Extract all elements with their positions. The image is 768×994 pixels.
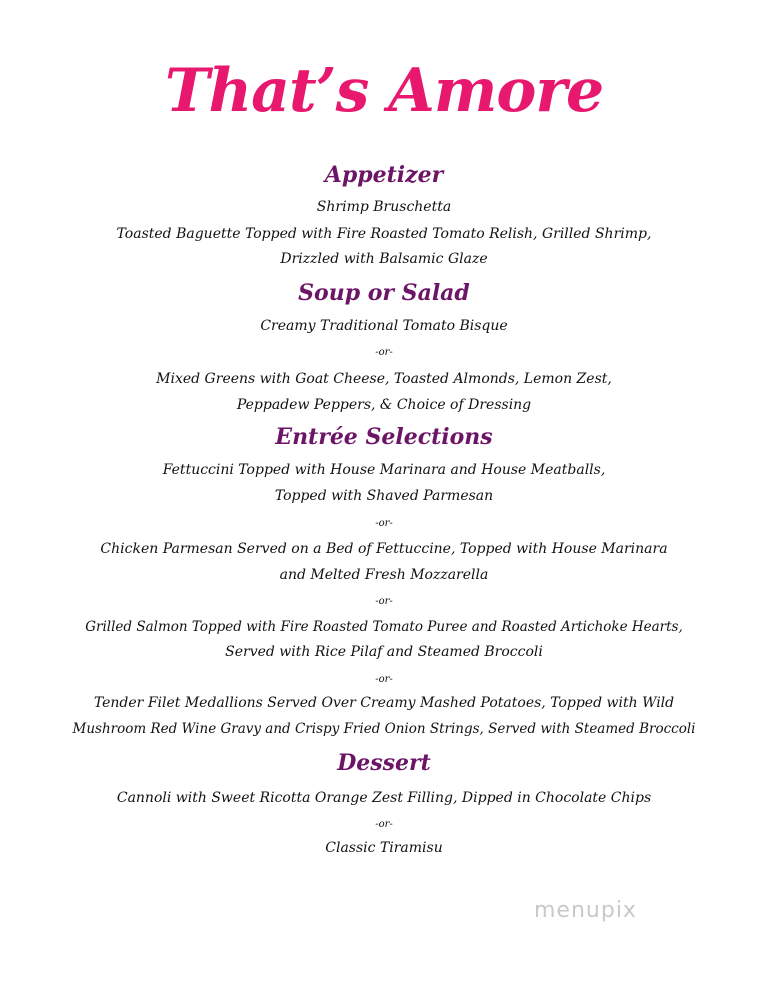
or-separator: -or-	[375, 819, 393, 830]
menupix-watermark: menupix	[534, 898, 637, 923]
soup-item: Creamy Traditional Tomato Bisque	[260, 318, 508, 334]
dessert-item1: Cannoli with Sweet Ricotta Orange Zest Filling, Dipped in Chocolate Chips	[116, 790, 652, 806]
appetizer-desc-line2: Drizzled with Balsamic Glaze	[280, 251, 488, 267]
or-separator: -or-	[375, 518, 393, 529]
entree-item2-line1: Chicken Parmesan Served on a Bed of Fettuccine, Topped with House Marinara	[100, 541, 668, 557]
entree-item1-line1: Fettuccini Topped with House Marinara and House Meatballs,	[162, 462, 606, 478]
appetizer-item-name: Shrimp Bruschetta	[316, 199, 452, 215]
salad-item-line2: Peppadew Peppers, & Choice of Dressing	[236, 397, 532, 413]
appetizer-desc-line1: Toasted Baguette Topped with Fire Roasted Tomato Relish, Grilled Shrimp,	[116, 226, 652, 242]
entree-item1-line2: Topped with Shaved Parmesan	[274, 488, 494, 504]
entree-item3-line2: Served with Rice Pilaf and Steamed Broccoli	[225, 644, 543, 660]
menu-title: That’s Amore	[164, 56, 604, 126]
appetizer-heading: Appetizer	[324, 162, 444, 188]
entree-heading: Entrée Selections	[275, 424, 493, 450]
dessert-heading: Dessert	[337, 750, 431, 776]
entree-item2-line2: and Melted Fresh Mozzarella	[279, 567, 489, 583]
or-separator: -or-	[375, 674, 393, 685]
or-separator: -or-	[375, 347, 393, 358]
dessert-item2: Classic Tiramisu	[325, 840, 443, 856]
or-separator: -or-	[375, 596, 393, 607]
entree-item4-line1: Tender Filet Medallions Served Over Creamy Mashed Potatoes, Topped with Wild	[93, 695, 675, 711]
entree-item4-line2: Mushroom Red Wine Gravy and Crispy Fried Onion Strings, Served with Steamed Broccoli	[72, 721, 696, 737]
soup-salad-heading: Soup or Salad	[298, 280, 470, 306]
entree-item3-line1: Grilled Salmon Topped with Fire Roasted Tomato Puree and Roasted Artichoke Hearts,	[85, 619, 683, 635]
salad-item-line1: Mixed Greens with Goat Cheese, Toasted Almonds, Lemon Zest,	[156, 371, 612, 387]
